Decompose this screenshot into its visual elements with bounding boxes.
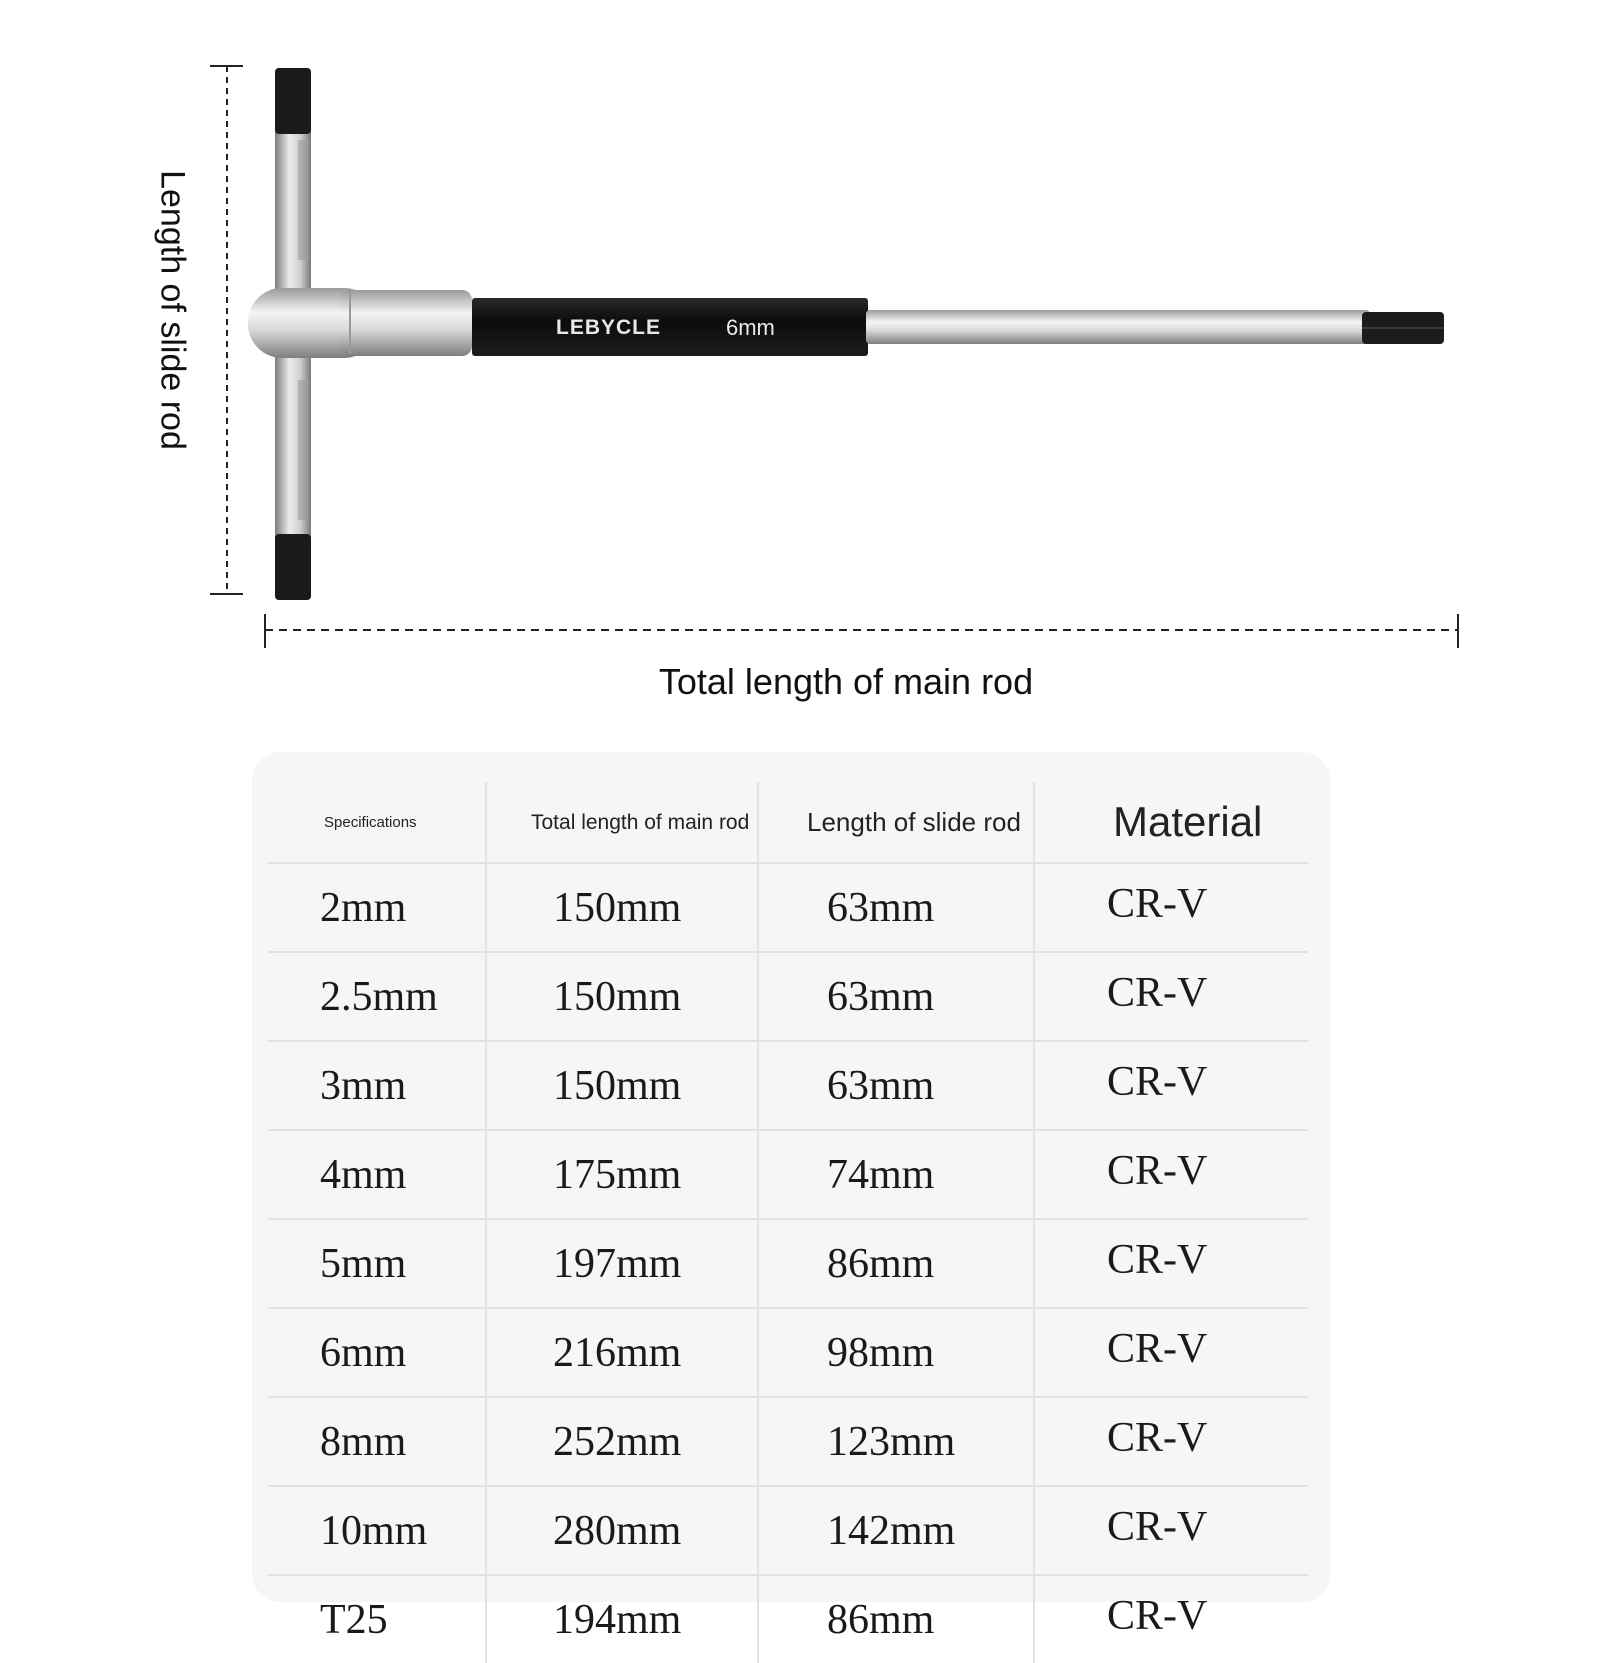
slide-rod-length-label: Length of slide rod (153, 170, 192, 450)
main-rod-length-label: Total length of main rod (658, 661, 1034, 702)
header-material: Material (1034, 782, 1308, 863)
table-row (268, 863, 1308, 952)
cell-material: CR-V (1034, 1575, 1308, 1663)
cell-spec: 2.5mm (268, 952, 486, 1041)
cell-spec: 3mm (268, 1041, 486, 1130)
cell-spec: 6mm (268, 1308, 486, 1397)
cell-slide-length: 63mm (758, 1041, 1034, 1130)
tool-size-mark: 6mm (726, 315, 775, 340)
cell-slide-length: 63mm (758, 952, 1034, 1041)
cell-slide-length: 98mm (758, 1308, 1034, 1397)
bottom-hex-tip (275, 534, 311, 600)
header-specifications: Specifications (268, 782, 486, 863)
slide-rod-dimension-line (210, 66, 243, 594)
table-row (268, 1397, 1308, 1486)
cell-total-length: 252mm (486, 1397, 758, 1486)
cell-material: CR-V (1034, 1041, 1308, 1130)
cell-material: CR-V (1034, 1486, 1308, 1575)
table-row (268, 1308, 1308, 1397)
table-header-row (268, 782, 1308, 863)
table-row (268, 1486, 1308, 1575)
cell-total-length: 150mm (486, 1041, 758, 1130)
cell-slide-length: 74mm (758, 1130, 1034, 1219)
cell-spec: 8mm (268, 1397, 486, 1486)
cell-total-length: 150mm (486, 863, 758, 952)
cell-total-length: 216mm (486, 1308, 758, 1397)
cell-material: CR-V (1034, 1397, 1308, 1486)
cell-material: CR-V (1034, 1130, 1308, 1219)
table-row (268, 952, 1308, 1041)
main-rod-dimension-line (265, 614, 1458, 648)
cell-material: CR-V (1034, 1219, 1308, 1308)
table-row (268, 1041, 1308, 1130)
cell-spec: 4mm (268, 1130, 486, 1219)
cell-total-length: 175mm (486, 1130, 758, 1219)
cell-spec: 10mm (268, 1486, 486, 1575)
tool-diagram (0, 0, 1600, 720)
cell-spec: 5mm (268, 1219, 486, 1308)
table-row (268, 1130, 1308, 1219)
cell-total-length: 194mm (486, 1575, 758, 1663)
header-slide-length: Length of slide rod (758, 782, 1034, 863)
top-hex-tip (275, 68, 311, 134)
table-row (268, 1575, 1308, 1663)
cell-total-length: 150mm (486, 952, 758, 1041)
cell-slide-length: 86mm (758, 1219, 1034, 1308)
main-shaft (866, 310, 1370, 344)
spec-table (268, 782, 1308, 1663)
cell-slide-length: 63mm (758, 863, 1034, 952)
cell-slide-length: 123mm (758, 1397, 1034, 1486)
cell-slide-length: 86mm (758, 1575, 1034, 1663)
black-grip (472, 298, 868, 356)
handle-collar (248, 288, 472, 358)
cell-total-length: 280mm (486, 1486, 758, 1575)
t-handle-wrench-illustration (0, 0, 1600, 720)
cell-material: CR-V (1034, 863, 1308, 952)
table-row (268, 1219, 1308, 1308)
brand-mark: LEBYCLE (556, 316, 662, 339)
header-total-length: Total length of main rod (486, 782, 758, 863)
cell-slide-length: 142mm (758, 1486, 1034, 1575)
cell-material: CR-V (1034, 1308, 1308, 1397)
cell-material: CR-V (1034, 952, 1308, 1041)
cell-total-length: 197mm (486, 1219, 758, 1308)
cell-spec: T25 (320, 1596, 388, 1643)
cell-spec: 2mm (268, 863, 486, 952)
